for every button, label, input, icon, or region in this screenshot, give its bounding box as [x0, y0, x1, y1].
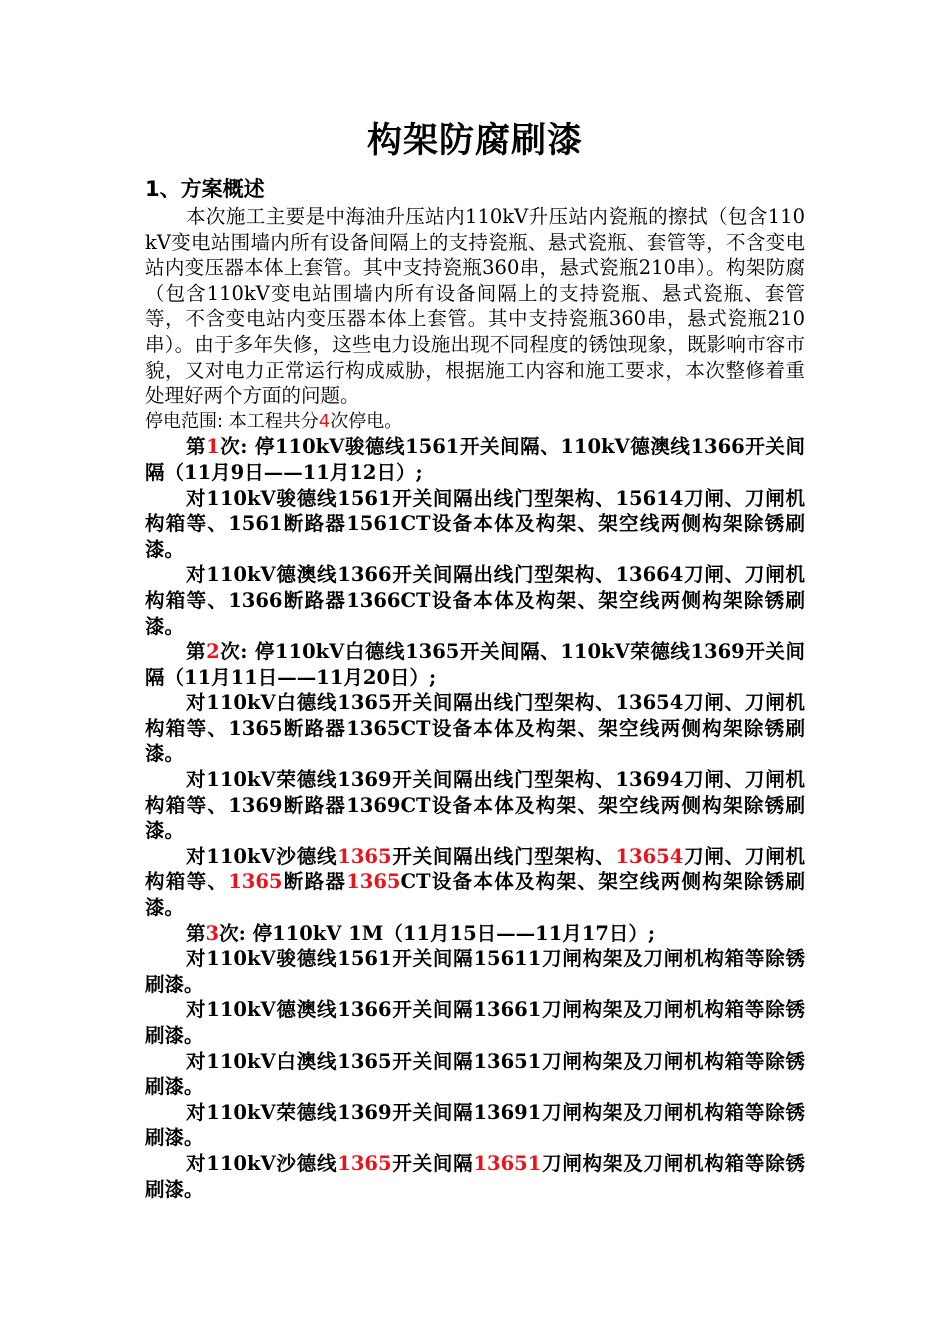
outage-3-prefix: 第 — [186, 921, 206, 945]
outage-2-heading — [145, 639, 805, 690]
highlight-run: 1365 — [337, 1151, 392, 1175]
outage-count: 4 — [318, 410, 331, 432]
outage-2-number: 2 — [206, 640, 220, 664]
overview-paragraph: 本次施工主要是中海油升压站内110kV升压站内瓷瓶的擦拭（包含110kV变电站围墙内所有设备间隔上的支持瓷瓶、悬式瓷瓶、套管等，不含变电站内变压器本体上套管。其中支持瓷瓶360串，悬式瓷瓶210串）。构架防腐（包含110kV变电站围墙内所有设备间隔上的支持瓷瓶、悬式瓷瓶、套管等，不含变电站内变压器本体上套管。其中支持瓷瓶360串，悬式瓷瓶210串）。由于多年失修，这些电力设施出现不同程度的锈蚀现象，既影响市容市貌，又对电力正常运行构成威胁，根据施工内容和施工要求，本次整修着重处理好两个方面的问题。 — [145, 205, 805, 408]
outage-1-item: 对110kV骏德线1561开关间隔出线门型架构、15614刀闸、刀闸机构箱等、1561断路器1561CT设备本体及构架、架空线两侧构架除锈刷漆。 — [145, 486, 805, 561]
section-heading-overview: 1、方案概述 — [145, 177, 265, 201]
highlight-run: 13654 — [615, 844, 684, 868]
highlight-run: 13651 — [473, 1151, 542, 1175]
highlight-run: 1365 — [346, 870, 401, 894]
text-run: 开关间隔 — [391, 1151, 474, 1175]
text-run: 断路器 — [282, 870, 347, 894]
text-run: 对110kV沙德线 — [186, 844, 338, 868]
outage-3-item: 对110kV白澳线1365开关间隔13651刀闸构架及刀闸机构箱等除锈刷漆。 — [145, 1049, 805, 1099]
highlight-run: 1365 — [337, 844, 392, 868]
outage-2-text: 次: 停110kV白德线1365开关间隔、110kV荣德线1369开关间隔（11月11日——11月20日）; — [145, 640, 805, 689]
text-run: CT设备本体及构架、架空线两侧构架除锈刷漆。 — [145, 870, 805, 920]
text-run: 对110kV沙德线 — [186, 1151, 338, 1175]
outage-scope — [145, 409, 805, 435]
outage-1-number: 1 — [206, 435, 220, 459]
outage-3-item-shade — [145, 1151, 805, 1202]
page-title: 构架防腐刷漆 — [366, 121, 583, 161]
outage-3-item: 对110kV骏德线1561开关间隔15611刀闸构架及刀闸机构箱等除锈刷漆。 — [145, 947, 805, 996]
outage-3-item: 对110kV荣德线1369开关间隔13691刀闸构架及刀闸机构箱等除锈刷漆。 — [145, 1100, 805, 1150]
text-run: 开关间隔出线门型架构、 — [391, 844, 616, 868]
outage-scope-prefix: 停电范围: 本工程共分 — [145, 410, 319, 432]
outage-2-item: 对110kV荣德线1369开关间隔出线门型架构、13694刀闸、刀闸机构箱等、1369断路器1369CT设备本体及构架、架空线两侧构架除锈刷漆。 — [145, 768, 805, 843]
outage-2-prefix: 第 — [186, 640, 207, 664]
outage-1-heading — [145, 434, 805, 485]
highlight-run: 1365 — [228, 870, 283, 894]
document-content — [145, 112, 805, 1202]
outage-2-item: 对110kV白德线1365开关间隔出线门型架构、13654刀闸、刀闸机构箱等、1365断路器1365CT设备本体及构架、架空线两侧构架除锈刷漆。 — [145, 691, 805, 766]
outage-1-prefix: 第 — [186, 435, 207, 459]
outage-2-item-shade — [145, 844, 805, 921]
outage-scope-suffix: 次停电。 — [330, 410, 403, 432]
outage-3-text: 次: 停110kV 1M（11月15日——11月17日）; — [219, 921, 656, 945]
outage-1-item: 对110kV德澳线1366开关间隔出线门型架构、13664刀闸、刀闸机构箱等、1366断路器1366CT设备本体及构架、架空线两侧构架除锈刷漆。 — [145, 563, 805, 638]
outage-3-number: 3 — [205, 921, 220, 945]
outage-1-text: 次: 停110kV骏德线1561开关间隔、110kV德澳线1366开关间隔（11月9日——11月12日）; — [145, 435, 805, 484]
text-run: 刀闸、刀闸机构箱等、 — [145, 844, 805, 894]
outage-3-item: 对110kV德澳线1366开关间隔13661刀闸构架及刀闸机构箱等除锈刷漆。 — [145, 998, 805, 1047]
text-run: 刀闸构架及刀闸机构箱等除锈刷漆。 — [145, 1151, 805, 1201]
outage-3-heading — [145, 921, 805, 947]
